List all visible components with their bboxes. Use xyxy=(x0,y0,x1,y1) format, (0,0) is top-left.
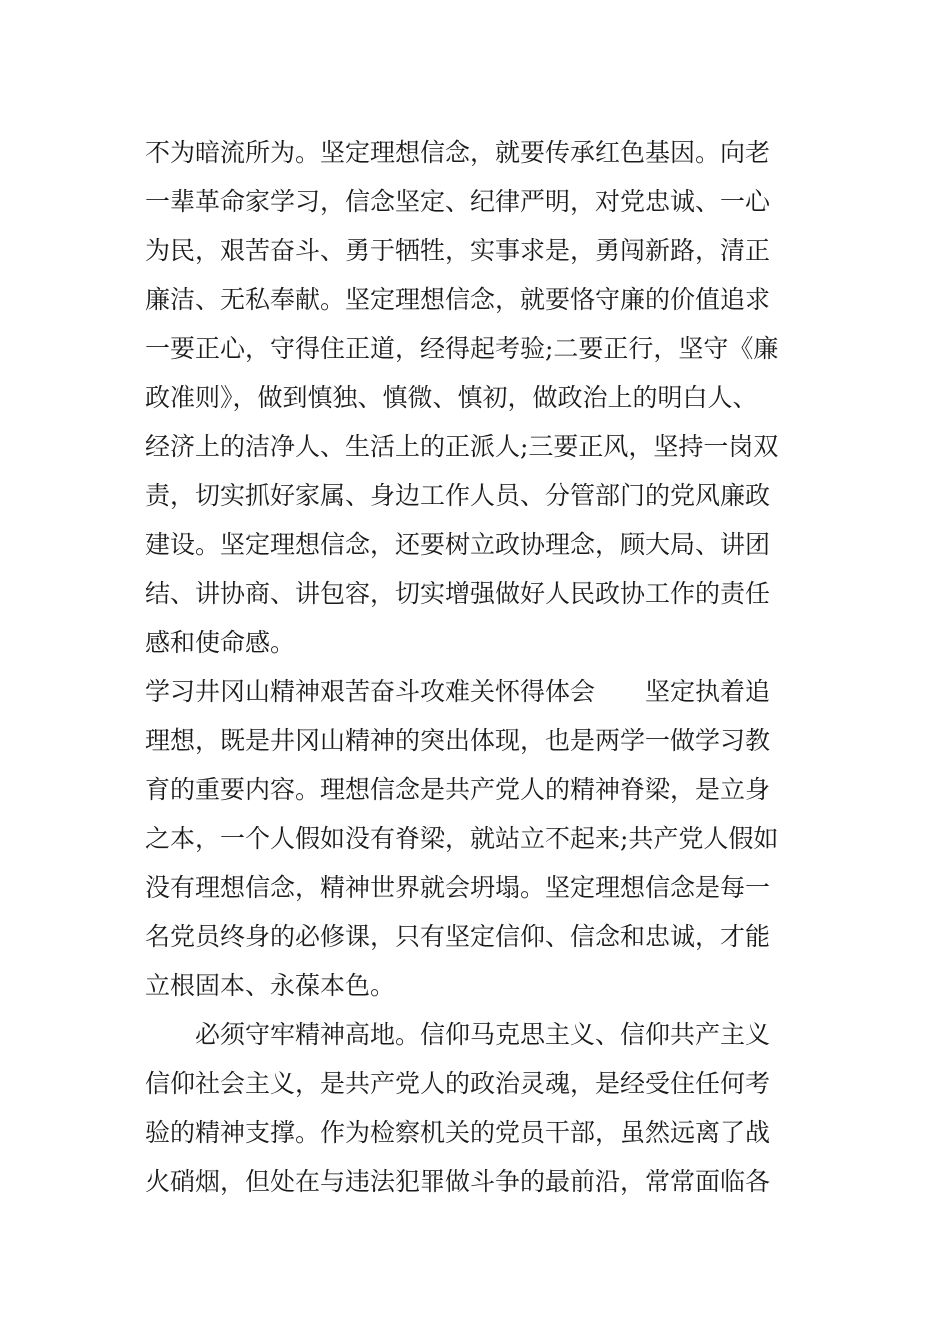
text-line: 政准则》，做到慎独、慎微、慎初，做政治上的明白人、 xyxy=(145,383,758,412)
section-heading-line: 学习井冈山精神艰苦奋斗攻难关怀得体会 坚定执着追 xyxy=(145,677,771,706)
text-line: 廉洁、无私奉献。坚定理想信念，就要恪守廉的价值追求 xyxy=(145,285,771,314)
text-line: 责，切实抓好家属、身边工作人员、分管部门的党风廉政 xyxy=(145,481,771,510)
text-line: 为民，艰苦奋斗、勇于牺牲，实事求是，勇闯新路，清正 xyxy=(145,236,771,265)
text-line: 之本，一个人假如没有脊梁，就站立不起来;共产党人假如 xyxy=(145,824,779,853)
text-line: 感和使命感。 xyxy=(145,628,296,657)
text-line: 火硝烟，但处在与违法犯罪做斗争的最前沿，常常面临各 xyxy=(145,1167,771,1196)
text-line: 理想，既是井冈山精神的突出体现，也是两学一做学习教 xyxy=(145,726,771,755)
text-line: 没有理想信念，精神世界就会坍塌。坚定理想信念是每一 xyxy=(145,873,771,902)
body-text xyxy=(145,128,810,1206)
text-line: 不为暗流所为。坚定理想信念，就要传承红色基因。向老 xyxy=(145,138,771,167)
text-line: 立根固本、永葆本色。 xyxy=(145,971,396,1000)
text-line: 一辈革命家学习，信念坚定、纪律严明，对党忠诚、一心 xyxy=(145,187,771,216)
text-line: 结、讲协商、讲包容，切实增强做好人民政协工作的责任 xyxy=(145,579,771,608)
text-line: 一要正心，守得住正道，经得起考验;二要正行，坚守《廉 xyxy=(145,334,779,363)
text-line: 名党员终身的必修课，只有坚定信仰、信念和忠诚，才能 xyxy=(145,922,771,951)
paragraph-start-line: 必须守牢精神高地。信仰马克思主义、信仰共产主义 xyxy=(145,1020,771,1049)
text-line: 育的重要内容。理想信念是共产党人的精神脊梁，是立身 xyxy=(145,775,771,804)
text-line: 验的精神支撑。作为检察机关的党员干部，虽然远离了战 xyxy=(145,1118,771,1147)
text-line: 建设。坚定理想信念，还要树立政协理念，顾大局、讲团 xyxy=(145,530,771,559)
text-line: 经济上的洁净人、生活上的正派人;三要正风，坚持一岗双 xyxy=(145,432,779,461)
text-line: 信仰社会主义，是共产党人的政治灵魂，是经受住任何考 xyxy=(145,1069,771,1098)
